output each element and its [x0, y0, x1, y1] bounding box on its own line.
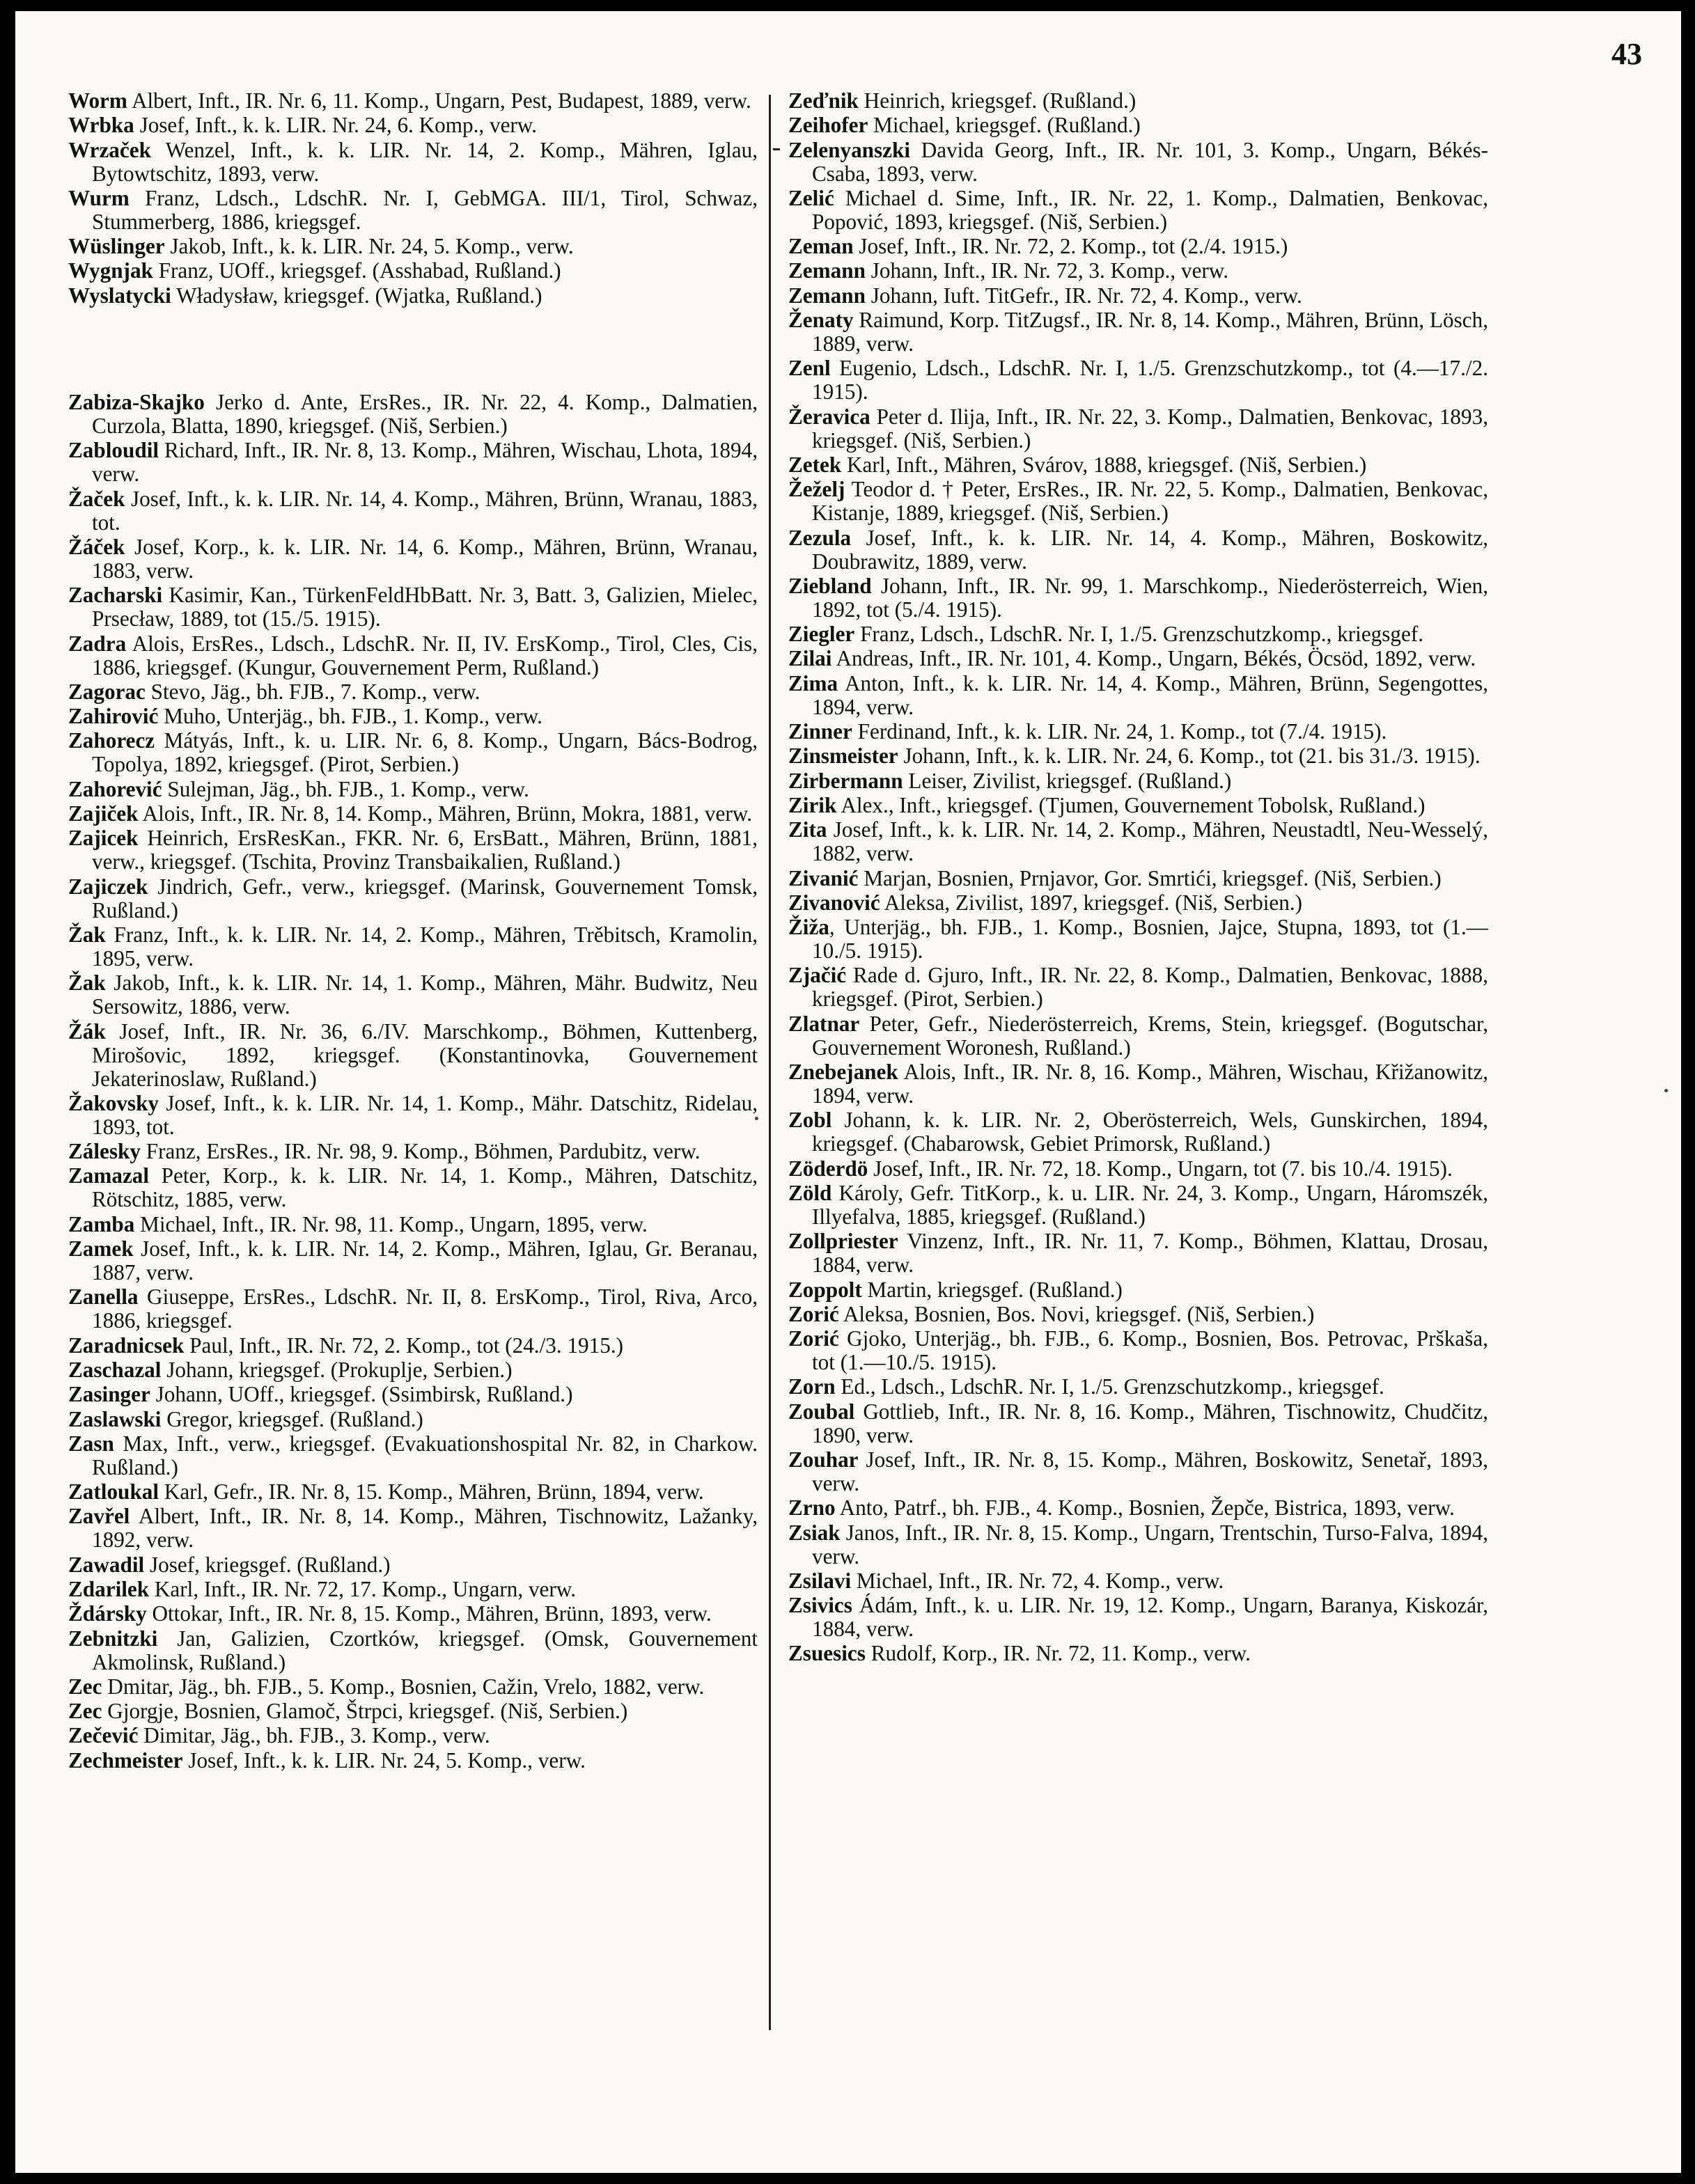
entry-surname: Zawadil	[68, 1552, 145, 1577]
entry-surname: Zollpriester	[788, 1229, 898, 1254]
entry-details: Josef, Inft., IR. Nr. 72, 2. Komp., tot (2./4. 1915.)	[853, 234, 1288, 259]
entry-details: Wenzel, Inft., k. k. LIR. Nr. 14, 2. Komp., Mähren, Iglau, Bytowtschitz, 1893, verw.	[92, 137, 758, 186]
list-entry	[788, 1157, 1488, 1181]
entry-details: Johann, Iuft. TitGefr., IR. Nr. 72, 4. Komp., verw.	[865, 283, 1302, 308]
entry-details: Muho, Unterjäg., bh. FJB., 1. Komp., verw.	[158, 704, 542, 729]
entry-surname: Zechmeister	[68, 1747, 183, 1773]
entry-surname: Wygnjak	[68, 258, 153, 283]
entry-surname: Wrzaček	[68, 137, 151, 162]
list-entry	[788, 1278, 1488, 1302]
list-entry	[68, 1092, 758, 1139]
entry-details: Jerko d. Ante, ErsRes., IR. Nr. 22, 4. Komp., Dalmatien, Curzola, Blatta, 1890, kriegsgef. (Niš, Serbien.)	[92, 390, 758, 439]
list-entry	[68, 1432, 758, 1479]
list-entry	[788, 1230, 1488, 1277]
entry-details: Johann, k. k. LIR. Nr. 2, Oberösterreich, Wels, Gunskirchen, 1894, kriegsgef. (Chabarowsk, Gebiet Primorsk, Rußland.)	[812, 1108, 1488, 1156]
entry-surname: Zivanić	[788, 865, 859, 890]
entry-surname: Zec	[68, 1674, 102, 1699]
entry-details: Josef, Inft., IR. Nr. 72, 18. Komp., Ungarn, tot (7. bis 10./4. 1915).	[868, 1156, 1453, 1181]
list-entry	[788, 744, 1488, 768]
entry-details: Karl, Gefr., IR. Nr. 8, 15. Komp., Mähren, Brünn, 1894, verw.	[159, 1479, 704, 1505]
list-entry	[68, 439, 758, 486]
list-entry	[68, 259, 758, 283]
entry-details: Janos, Inft., IR. Nr. 8, 15. Komp., Ungarn, Trentschin, Turso-Falva, 1894, verw.	[812, 1520, 1488, 1569]
list-entry	[788, 405, 1488, 453]
entry-details: Ottokar, Inft., IR. Nr. 8, 15. Komp., Mähren, Brünn, 1893, verw.	[146, 1601, 712, 1626]
list-entry	[68, 284, 758, 308]
entry-details: Eugenio, Ldsch., LdschR. Nr. I, 1./5. Grenzschutzkomp., tot (4.—17./2. 1915).	[812, 356, 1488, 404]
document-page	[15, 11, 1681, 2173]
list-entry	[68, 1020, 758, 1091]
entry-details: Ádám, Inft., k. u. LIR. Nr. 19, 12. Komp., Ungarn, Baranya, Kiskozár, 1884, verw.	[812, 1593, 1488, 1642]
entry-details: Josef, Inft., k. k. LIR. Nr. 14, 1. Komp., Mähr. Datschitz, Ridelau, 1893, tot.	[92, 1090, 758, 1139]
entry-details: Franz, Ldsch., LdschR. Nr. I, GebMGA. III/1, Tirol, Schwaz, Stummerberg, 1886, kriegsgef.	[92, 185, 758, 234]
entry-surname: Zaschazal	[68, 1357, 162, 1382]
entry-details: Alois, ErsRes., Ldsch., LdschR. Nr. II, IV. ErsKomp., Tirol, Cles, Cis, 1886, kriegsgef. (Kungur, Gouvernement Perm, Rußland.)	[92, 631, 758, 679]
list-entry	[68, 1749, 758, 1773]
entry-surname: Žák	[68, 1019, 106, 1044]
entry-details: Franz, Inft., k. k. LIR. Nr. 14, 2. Komp., Mähren, Trěbitsch, Kramolin, 1895, verw.	[92, 922, 758, 971]
entry-surname: Zec	[68, 1699, 102, 1724]
entry-details: Vinzenz, Inft., IR. Nr. 11, 7. Komp., Böhmen, Klattau, Drosau, 1884, verw.	[812, 1229, 1488, 1278]
entry-details: , Unterjäg., bh. FJB., 1. Komp., Bosnien, Jajce, Stupna, 1893, tot (1.—10./5. 1915).	[812, 915, 1488, 964]
entry-surname: Zahirović	[68, 704, 159, 729]
entry-surname: Zouhar	[788, 1447, 859, 1472]
list-entry	[788, 1400, 1488, 1447]
entry-details: Rade d. Gjuro, Inft., IR. Nr. 22, 8. Komp., Dalmatien, Benkovac, 1888, kriegsgef. (Pirot, Serbien.)	[812, 963, 1488, 1012]
list-entry	[68, 487, 758, 535]
entry-details: Mátyás, Inft., k. u. LIR. Nr. 6, 8. Komp., Ungarn, Bács-Bodrog, Topolya, 1892, kriegsgef. (Pirot, Serbien.)	[92, 728, 758, 777]
list-entry	[788, 720, 1488, 744]
entry-details: Richard, Inft., IR. Nr. 8, 13. Komp., Mähren, Wischau, Lhota, 1894, verw.	[92, 438, 758, 487]
entry-details: Gottlieb, Inft., IR. Nr. 8, 16. Komp., Mähren, Tischnowitz, Chudčitz, 1890, verw.	[812, 1399, 1488, 1447]
entry-surname: Zivanović	[788, 890, 880, 915]
entry-surname: Zinner	[788, 719, 852, 744]
entry-surname: Zajicek	[68, 826, 139, 851]
entry-details: Dimitar, Jäg., bh. FJB., 3. Komp., verw.	[138, 1723, 490, 1748]
entry-surname: Zebnitzki	[68, 1626, 158, 1651]
entry-details: Michael, kriegsgef. (Rußland.)	[868, 113, 1141, 138]
list-entry	[68, 113, 758, 137]
list-entry	[788, 867, 1488, 890]
list-entry	[788, 1496, 1488, 1520]
ink-speck	[755, 1117, 758, 1120]
list-entry	[68, 778, 758, 801]
list-entry	[788, 1303, 1488, 1326]
list-entry	[68, 1675, 758, 1699]
list-entry	[788, 672, 1488, 719]
entry-details: Stevo, Jäg., bh. FJB., 7. Komp., verw.	[145, 679, 481, 704]
entry-surname: Zelić	[788, 185, 834, 210]
list-entry	[68, 187, 758, 234]
entry-details: Josef, Inft., k. k. LIR. Nr. 14, 2. Komp., Mähren, Iglau, Gr. Beranau, 1887, verw.	[92, 1236, 758, 1285]
list-entry	[788, 1448, 1488, 1495]
list-entry	[68, 535, 758, 583]
list-entry	[788, 139, 1488, 186]
entry-details: Davida Georg, Inft., IR. Nr. 101, 3. Komp., Ungarn, Békés-Csaba, 1893, verw.	[812, 137, 1488, 186]
entry-surname: Zadra	[68, 631, 127, 656]
entry-details: Josef, Inft., k. k. LIR. Nr. 14, 4. Komp., Mähren, Boskowitz, Doubrawitz, 1889, verw.	[812, 525, 1488, 574]
entry-details: Ferdinand, Inft., k. k. LIR. Nr. 24, 1. Komp., tot (7./4. 1915).	[852, 719, 1387, 744]
entry-surname: Zilai	[788, 646, 832, 671]
entry-surname: Zenl	[788, 356, 831, 381]
entry-details: Gregor, kriegsgef. (Rußland.)	[161, 1406, 423, 1431]
entry-details: Anto, Patrf., bh. FJB., 4. Komp., Bosnien, Žepče, Bistrica, 1893, verw.	[835, 1495, 1455, 1521]
entry-surname: Ženaty	[788, 308, 854, 333]
entry-details: Josef, Korp., k. k. LIR. Nr. 14, 6. Komp., Mähren, Brünn, Wranau, 1883, verw.	[92, 534, 758, 583]
list-entry	[788, 526, 1488, 574]
entry-details: Jindrich, Gefr., verw., kriegsgef. (Marinsk, Gouvernement Tomsk, Rußland.)	[92, 874, 758, 922]
list-entry	[788, 308, 1488, 356]
entry-surname: Žeravica	[788, 404, 870, 429]
entry-surname: Znebejanek	[788, 1060, 898, 1085]
list-entry	[68, 1237, 758, 1285]
list-entry	[68, 1358, 758, 1382]
list-entry	[788, 1181, 1488, 1229]
entry-details: Josef, Inft., IR. Nr. 36, 6./IV. Marschkomp., Böhmen, Kuttenberg, Mirošovic, 1892, kriegsgef. (Konstantinovka, Gouvernement Jekaterinoslaw, Rußland.)	[92, 1019, 758, 1091]
entry-details: Josef, Inft., k. k. LIR. Nr. 24, 6. Komp., verw.	[134, 113, 538, 138]
entry-details: Marjan, Bosnien, Prnjavor, Gor. Smrtići, kriegsgef. (Niš, Serbien.)	[858, 865, 1442, 890]
list-entry	[788, 647, 1488, 670]
entry-details: Heinrich, kriegsgef. (Rußland.)	[858, 88, 1136, 113]
entry-details: Alois, Inft., IR. Nr. 8, 14. Komp., Mähren, Brünn, Mokra, 1881, verw.	[138, 801, 753, 826]
entry-details: Albert, Inft., IR. Nr. 6, 11. Komp., Ungarn, Pest, Budapest, 1889, verw.	[127, 88, 751, 113]
list-entry	[788, 1594, 1488, 1641]
list-entry	[68, 1285, 758, 1333]
entry-surname: Zečević	[68, 1723, 139, 1748]
entry-surname: Wüslinger	[68, 234, 165, 259]
list-entry	[68, 1505, 758, 1552]
entry-details: Alex., Inft., kriegsgef. (Tjumen, Gouvernement Tobolsk, Rußland.)	[836, 792, 1425, 817]
list-entry	[68, 1334, 758, 1358]
entry-details: Josef, kriegsgef. (Rußland.)	[144, 1552, 391, 1577]
column-divider	[769, 95, 771, 2030]
entry-surname: Zavřel	[68, 1504, 130, 1529]
list-entry	[788, 622, 1488, 646]
entry-surname: Zorić	[788, 1326, 839, 1351]
entry-surname: Zobl	[788, 1108, 832, 1133]
entry-surname: Žáček	[68, 534, 125, 559]
list-entry	[68, 89, 758, 113]
entry-details: Władysław, kriegsgef. (Wjatka, Rußland.)	[171, 283, 542, 308]
list-entry	[68, 1140, 758, 1163]
list-entry	[68, 875, 758, 922]
entry-surname: Zamazal	[68, 1163, 150, 1188]
list-entry	[68, 139, 758, 186]
entry-surname: Zjačić	[788, 963, 847, 988]
entry-details: Paul, Inft., IR. Nr. 72, 2. Komp., tot (24./3. 1915.)	[184, 1333, 624, 1358]
entry-surname: Zemann	[788, 258, 866, 283]
list-entry	[68, 583, 758, 631]
entry-surname: Zita	[788, 817, 827, 842]
entry-details: Károly, Gefr. TitKorp., k. u. LIR. Nr. 24, 3. Komp., Ungarn, Háromszék, Illyefalva, 1885, kriegsgef. (Rußland.)	[812, 1180, 1488, 1229]
entry-details: Johann, Inft., IR. Nr. 72, 3. Komp., verw.	[865, 258, 1229, 283]
list-entry	[788, 574, 1488, 622]
list-entry	[788, 89, 1488, 113]
entry-details: Jan, Galizien, Czortków, kriegsgef. (Omsk, Gouvernement Akmolinsk, Rußland.)	[92, 1626, 758, 1674]
list-entry	[68, 391, 758, 438]
list-entry	[68, 1213, 758, 1236]
list-entry	[68, 1164, 758, 1211]
list-entry	[788, 1642, 1488, 1665]
entry-details: Gjoko, Unterjäg., bh. FJB., 6. Komp., Bosnien, Bos. Petrovac, Prškaša, tot (1.—10./5. 1915).	[812, 1326, 1488, 1375]
list-entry	[788, 891, 1488, 915]
entry-details: Aleksa, Bosnien, Bos. Novi, kriegsgef. (Niš, Serbien.)	[838, 1301, 1315, 1326]
entry-surname: Wrbka	[68, 113, 134, 138]
entry-surname: Zöld	[788, 1180, 832, 1205]
entry-surname: Zetek	[788, 452, 842, 477]
list-entry	[788, 794, 1488, 817]
entry-surname: Ždársky	[68, 1601, 147, 1626]
entry-details: Michael d. Sime, Inft., IR. Nr. 22, 1. Komp., Dalmatien, Benkovac, Popović, 1893, kriegsgef. (Niš, Serbien.)	[812, 185, 1488, 234]
entry-surname: Zsivics	[788, 1593, 852, 1618]
entry-details: Andreas, Inft., IR. Nr. 101, 4. Komp., Ungarn, Békés, Öcsöd, 1892, verw.	[831, 646, 1476, 671]
entry-surname: Zemann	[788, 283, 866, 308]
entry-surname: Zöderdö	[788, 1156, 868, 1181]
list-entry	[68, 1724, 758, 1747]
list-entry	[68, 1627, 758, 1674]
entry-details: Gjorgje, Bosnien, Glamoč, Štrpci, kriegsgef. (Niš, Serbien.)	[102, 1699, 628, 1724]
entry-surname: Zdarilek	[68, 1576, 150, 1601]
entry-details: Rudolf, Korp., IR. Nr. 72, 11. Komp., verw.	[865, 1641, 1251, 1666]
entry-surname: Zirik	[788, 792, 837, 817]
entry-surname: Worm	[68, 88, 127, 113]
entry-surname: Žakovsky	[68, 1090, 159, 1115]
entry-surname: Zaslawski	[68, 1406, 162, 1431]
entry-surname: Zabiza-Skajko	[68, 390, 205, 415]
list-entry	[68, 971, 758, 1019]
entry-surname: Zorn	[788, 1374, 836, 1399]
list-entry	[68, 680, 758, 704]
list-entry	[788, 1521, 1488, 1569]
entry-surname: Zsuesics	[788, 1641, 866, 1666]
entry-details: Karl, Inft., IR. Nr. 72, 17. Komp., Ungarn, verw.	[149, 1576, 577, 1601]
list-entry	[68, 1602, 758, 1626]
entry-details: Josef, Inft., k. k. LIR. Nr. 14, 2. Komp., Mähren, Neustadtl, Neu-Wesselý, 1882, verw.	[812, 817, 1488, 866]
list-entry	[68, 826, 758, 874]
entry-surname: Ziegler	[788, 622, 855, 647]
list-entry	[788, 1108, 1488, 1156]
entry-details: Kasimir, Kan., TürkenFeldHbBatt. Nr. 3, Batt. 3, Galizien, Mielec, Prsecław, 1889, tot (15./5. 1915).	[92, 583, 758, 631]
entry-details: Karl, Inft., Mähren, Svárov, 1888, kriegsgef. (Niš, Serbien.)	[841, 452, 1367, 477]
entry-surname: Zálesky	[68, 1139, 141, 1164]
entry-details: Michael, Inft., IR. Nr. 98, 11. Komp., Ungarn, 1895, verw.	[134, 1211, 648, 1236]
entry-details: Teodor d. † Peter, ErsRes., IR. Nr. 22, 5. Komp., Dalmatien, Benkovac, Kistanje, 1889, kriegsgef. (Niš, Serbien.)	[812, 477, 1488, 526]
list-entry	[788, 1060, 1488, 1108]
entry-details: Heinrich, ErsResKan., FKR. Nr. 6, ErsBatt., Mähren, Brünn, 1881, verw., kriegsgef. (Tschita, Provinz Transbaikalien, Rußland.)	[92, 826, 758, 874]
list-entry	[68, 235, 758, 258]
list-entry	[788, 284, 1488, 308]
list-entry	[68, 1578, 758, 1601]
entry-surname: Zasn	[68, 1431, 114, 1456]
list-entry	[788, 964, 1488, 1011]
entry-details: Johann, Inft., IR. Nr. 99, 1. Marschkomp., Niederösterreich, Wien, 1892, tot (5./4. 1915).	[812, 573, 1488, 622]
entry-details: Peter, Korp., k. k. LIR. Nr. 14, 1. Komp., Mähren, Datschitz, Rötschitz, 1885, verw.	[92, 1163, 758, 1212]
entry-details: Alois, Inft., IR. Nr. 8, 16. Komp., Mähren, Wischau, Křižanowitz, 1894, verw.	[812, 1060, 1488, 1108]
entry-surname: Wyslatycki	[68, 283, 171, 308]
entry-details: Aleksa, Zivilist, 1897, kriegsgef. (Niš, Serbien.)	[880, 890, 1303, 915]
entry-surname: Zezula	[788, 525, 852, 550]
entry-details: Johann, UOff., kriegsgef. (Ssimbirsk, Rußland.)	[150, 1382, 573, 1407]
list-entry	[788, 1327, 1488, 1374]
list-entry	[788, 235, 1488, 258]
entry-details: Josef, Inft., k. k. LIR. Nr. 14, 4. Komp., Mähren, Brünn, Wranau, 1883, tot.	[92, 486, 758, 535]
left-column	[68, 89, 758, 1773]
entry-surname: Zinsmeister	[788, 744, 898, 769]
list-entry	[788, 356, 1488, 404]
entry-details: Franz, ErsRes., IR. Nr. 98, 9. Komp., Böhmen, Pardubitz, verw.	[140, 1139, 701, 1164]
list-entry	[788, 187, 1488, 234]
entry-surname: Zirbermann	[788, 768, 903, 793]
entry-surname: Zagorac	[68, 679, 146, 704]
list-entry	[68, 705, 758, 728]
margin-mark	[773, 148, 780, 150]
entry-details: Dmitar, Jäg., bh. FJB., 5. Komp., Bosnien, Cažin, Vrelo, 1882, verw.	[102, 1674, 705, 1699]
ink-speck	[1664, 1089, 1668, 1092]
list-entry	[68, 1408, 758, 1431]
list-entry	[788, 1375, 1488, 1399]
entry-details: Sulejman, Jäg., bh. FJB., 1. Komp., verw.	[162, 776, 529, 801]
entry-surname: Zsiak	[788, 1520, 841, 1545]
entry-details: Johann, kriegsgef. (Prokuplje, Serbien.)	[161, 1357, 513, 1382]
entry-surname: Žak	[68, 971, 106, 996]
entry-surname: Zoubal	[788, 1399, 855, 1424]
entry-surname: Zlatnar	[788, 1011, 860, 1036]
entry-surname: Zajiczek	[68, 874, 148, 899]
list-entry	[788, 1012, 1488, 1060]
entry-details: Albert, Inft., IR. Nr. 8, 14. Komp., Mähren, Tischnowitz, Lažanky, 1892, verw.	[92, 1504, 758, 1553]
entry-surname: Zacharski	[68, 583, 163, 608]
section-gap	[68, 308, 758, 391]
entry-surname: Zrno	[788, 1495, 836, 1521]
entry-details: Franz, Ldsch., LdschR. Nr. I, 1./5. Grenzschutzkomp., kriegsgef.	[854, 622, 1424, 647]
entry-details: Peter, Gefr., Niederösterreich, Krems, Stein, kriegsgef. (Bogutschar, Gouvernement Woronesh, Rußland.)	[812, 1011, 1488, 1060]
entry-surname: Zajiček	[68, 801, 139, 826]
entry-surname: Zsilavi	[788, 1568, 852, 1593]
entry-details: Peter d. Ilija, Inft., IR. Nr. 22, 3. Komp., Dalmatien, Benkovac, 1893, kriegsgef. (Niš, Serbien.)	[812, 404, 1488, 453]
entry-surname: Zasinger	[68, 1382, 150, 1407]
list-entry	[788, 916, 1488, 963]
right-column	[788, 89, 1488, 1667]
entry-surname: Zahorević	[68, 776, 162, 801]
entry-surname: Zeďnik	[788, 88, 859, 113]
entry-details: Franz, UOff., kriegsgef. (Asshabad, Rußland.)	[153, 258, 561, 283]
entry-surname: Žiža	[788, 915, 829, 940]
entry-surname: Zorić	[788, 1301, 839, 1326]
entry-details: Jakob, Inft., k. k. LIR. Nr. 24, 5. Komp., verw.	[164, 234, 574, 259]
entry-surname: Zanella	[68, 1285, 139, 1310]
list-entry	[68, 1383, 758, 1406]
entry-details: Raimund, Korp. TitZugsf., IR. Nr. 8, 14. Komp., Mähren, Brünn, Lösch, 1889, verw.	[812, 308, 1488, 356]
entry-surname: Zeihofer	[788, 113, 868, 138]
list-entry	[68, 1480, 758, 1504]
list-entry	[68, 729, 758, 776]
list-entry	[68, 1699, 758, 1723]
entry-details: Jakob, Inft., k. k. LIR. Nr. 14, 1. Komp., Mähren, Mähr. Budwitz, Neu Sersowitz, 1886, verw.	[92, 971, 758, 1019]
list-entry	[68, 923, 758, 971]
list-entry	[68, 802, 758, 826]
entry-details: Leiser, Zivilist, kriegsgef. (Rußland.)	[903, 768, 1232, 793]
list-entry	[788, 259, 1488, 283]
entry-details: Johann, Inft., k. k. LIR. Nr. 24, 6. Komp., tot (21. bis 31./3. 1915).	[898, 744, 1481, 769]
entry-surname: Zahorecz	[68, 728, 155, 753]
entry-surname: Zaradnicsek	[68, 1333, 185, 1358]
entry-details: Michael, Inft., IR. Nr. 72, 4. Komp., verw.	[851, 1568, 1224, 1593]
entry-surname: Zamek	[68, 1236, 134, 1262]
entry-details: Josef, Inft., k. k. LIR. Nr. 24, 5. Komp., verw.	[182, 1747, 586, 1773]
entry-details: Anton, Inft., k. k. LIR. Nr. 14, 4. Komp., Mähren, Brünn, Segengottes, 1894, verw.	[812, 670, 1488, 719]
entry-surname: Zabloudil	[68, 438, 159, 463]
list-entry	[788, 818, 1488, 865]
entry-details: Giuseppe, ErsRes., LdschR. Nr. II, 8. ErsKomp., Tirol, Riva, Arco, 1886, kriegsgef.	[92, 1285, 758, 1333]
list-entry	[788, 1569, 1488, 1593]
entry-surname: Zoppolt	[788, 1277, 862, 1302]
entry-surname: Zelenyanszki	[788, 137, 911, 162]
entry-surname: Žeželj	[788, 477, 845, 502]
entry-surname: Wurm	[68, 185, 130, 210]
entry-surname: Žak	[68, 922, 106, 947]
entry-surname: Zamba	[68, 1211, 135, 1236]
entry-details: Ed., Ldsch., LdschR. Nr. I, 1./5. Grenzschutzkomp., kriegsgef.	[835, 1374, 1384, 1399]
entry-surname: Zeman	[788, 234, 854, 259]
entry-surname: Zima	[788, 670, 838, 696]
entry-surname: Ziebland	[788, 573, 872, 598]
entry-details: Max, Inft., verw., kriegsgef. (Evakuationshospital Nr. 82, in Charkow. Rußland.)	[92, 1431, 758, 1479]
list-entry	[788, 478, 1488, 525]
page-number: 43	[1611, 37, 1642, 71]
list-entry	[788, 769, 1488, 793]
entry-details: Josef, Inft., IR. Nr. 8, 15. Komp., Mähren, Boskowitz, Senetař, 1893, verw.	[812, 1447, 1488, 1495]
list-entry	[68, 1553, 758, 1577]
entry-surname: Zatloukal	[68, 1479, 159, 1505]
entry-surname: Žaček	[68, 486, 125, 511]
entry-details: Martin, kriegsgef. (Rußland.)	[861, 1277, 1123, 1302]
list-entry	[68, 632, 758, 679]
list-entry	[788, 453, 1488, 477]
list-entry	[788, 113, 1488, 137]
